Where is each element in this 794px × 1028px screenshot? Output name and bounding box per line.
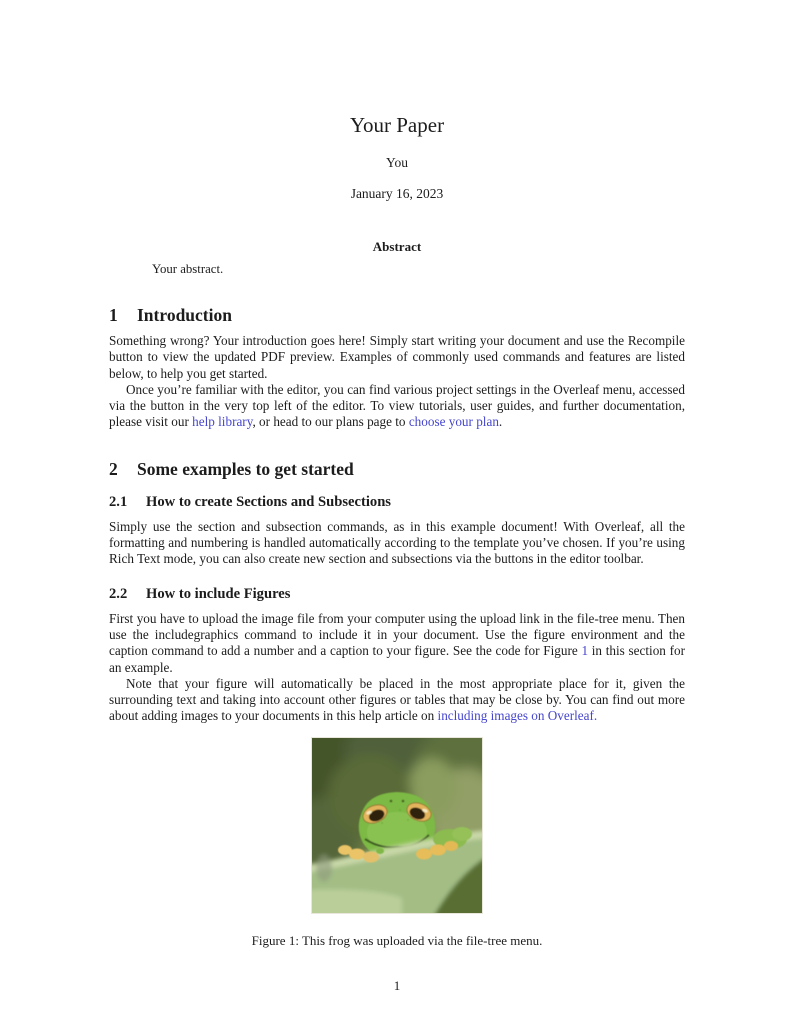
frog-photo: [312, 738, 482, 913]
section-1-title: Introduction: [137, 305, 232, 325]
figure-1-reference-link[interactable]: 1: [581, 643, 589, 659]
figure-caption: Figure 1: This frog was uploaded via the file-tree menu.: [251, 932, 543, 948]
section-1-heading: [109, 304, 685, 326]
paragraph-text: First you have to upload the image file from your computer using the upload link in the file-tree menu. Then use the includegraphics command to include it in your document. Use the figure environment and the caption command to add a number and a caption to your figure. See the code for Figure: [109, 610, 685, 659]
subsection-2-1-heading: [109, 493, 685, 512]
abstract-text: Your abstract.: [152, 262, 224, 276]
subsection-2-2-paragraph-2: [109, 676, 685, 725]
help-library-link[interactable]: help library: [192, 414, 253, 430]
frog-photo-graphic: [312, 738, 482, 913]
including-images-link[interactable]: including images on Overleaf.: [437, 708, 598, 724]
subsection-2-2-heading: [109, 585, 685, 604]
section-1-paragraph-1: Something wrong? Your introduction goes here! Simply start writing your document and use the Recompile button to view the updated PDF preview. Examples of commonly used commands and features are listed below, to help you get started.: [109, 333, 685, 381]
subsection-2-2-title: How to include Figures: [146, 585, 291, 602]
section-2-heading: [109, 458, 685, 480]
paragraph-text: Once you’re familiar with the editor, you can find various project settings in the Overleaf menu, accessed via the button in the very top left of the editor. To view tutorials, user guides, and further documentation, please visit our: [109, 381, 685, 430]
page-content: [0, 112, 794, 949]
choose-your-plan-link[interactable]: choose your plan: [408, 414, 499, 430]
figure-1: [109, 738, 685, 949]
subsection-2-1-number: 2.1: [109, 493, 128, 510]
paragraph-text: , or head to our plans page to: [252, 414, 409, 430]
paragraph-text: Note that your figure will automatically be placed in the most appropriate place for it, given the surrounding text and taking into account other figures or tables that may be close by. You can find out more about adding images to your documents in this help article on: [109, 675, 685, 724]
section-1-paragraph-2: [109, 382, 685, 431]
paper-date: January 16, 2023: [350, 186, 444, 201]
paper-title: Your Paper: [349, 113, 445, 137]
subsection-2-1-paragraph: Simply use the section and subsection commands, as in this example document! With Overleaf, all the formatting and numbering is handled automatically according to the template you’ve chosen. If you’re using Rich Text mode, you can also create new section and subsections via the buttons in the editor toolbar.: [109, 518, 685, 567]
section-1-number: 1: [109, 305, 118, 325]
paragraph-text: in this section for an example.: [109, 643, 685, 675]
paragraph-text: .: [498, 414, 503, 430]
page-number: 1: [393, 978, 401, 993]
paper-author: You: [386, 155, 408, 170]
abstract-heading: Abstract: [372, 239, 422, 254]
section-2-title: Some examples to get started: [137, 458, 354, 479]
subsection-2-2-paragraph-1: [109, 611, 685, 676]
section-2-number: 2: [109, 458, 118, 479]
subsection-2-2-number: 2.2: [109, 585, 128, 602]
subsection-2-1-title: How to create Sections and Subsections: [146, 493, 391, 510]
